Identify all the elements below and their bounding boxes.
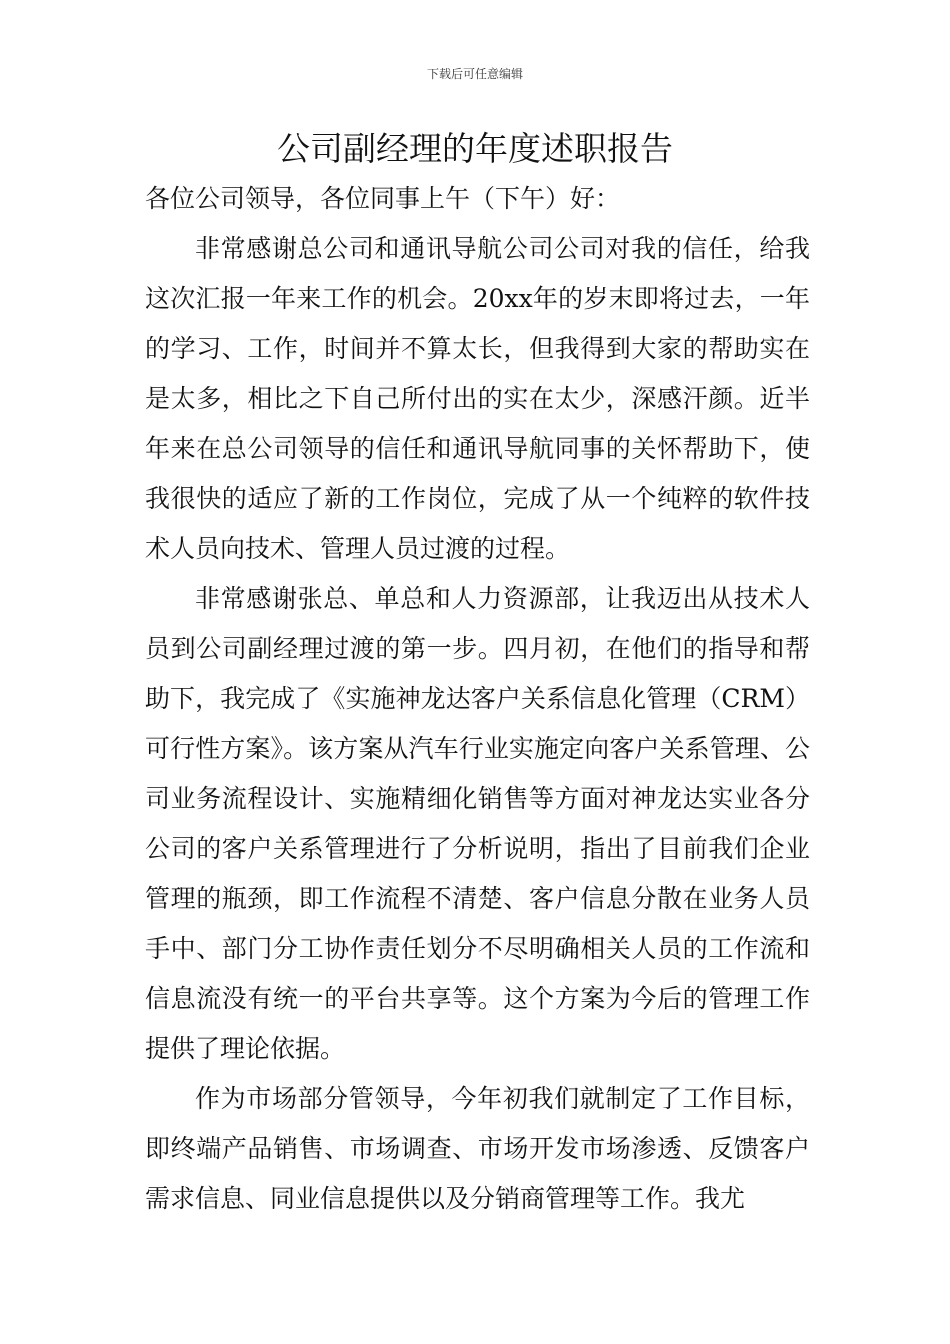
paragraph-3: 作为市场部分管领导，今年初我们就制定了工作目标，即终端产品销售、市场调查、市场开发市场渗透、反馈客户需求信息、同业信息提供以及分销商管理等工作。我尤: [145, 1084, 810, 1213]
paragraph-2: 非常感谢张总、单总和人力资源部，让我迈出从技术人员到公司副经理过渡的第一步。四月初，在他们的指导和帮助下，我完成了《实施神龙达客户关系信息化管理（CRM）可行性方案》。该方案从汽车行业实施定向客户关系管理、公司业务流程设计、实施精细化销售等方面对神龙达实业各分公司的客户关系管理进行了分析说明，指出了目前我们企业管理的瓶颈，即工作流程不清楚、客户信息分散在业务人员手中、部门分工协作责任划分不尽明确相关人员的工作流和信息流没有统一的平台共享等。这个方案为今后的管理工作提供了理论依据。: [145, 584, 810, 1063]
paragraph-1: 非常感谢总公司和通讯导航公司公司对我的信任，给我这次汇报一年来工作的机会。20xx年的岁末即将过去，一年的学习、工作，时间并不算太长，但我得到大家的帮助实在是太多，相比之下自己所付出的实在太少，深感汗颜。近半年来在总公司领导的信任和通讯导航同事的关怀帮助下，使我很快的适应了新的工作岗位，完成了从一个纯粹的软件技术人员向技术、管理人员过渡的过程。: [145, 234, 810, 563]
salutation: 各位公司领导，各位同事上午（下午）好：: [145, 184, 621, 213]
header-note: 下载后可任意编辑: [426, 67, 523, 81]
document-body: [145, 174, 810, 1224]
page-title: 公司副经理的年度述职报告: [277, 129, 673, 168]
